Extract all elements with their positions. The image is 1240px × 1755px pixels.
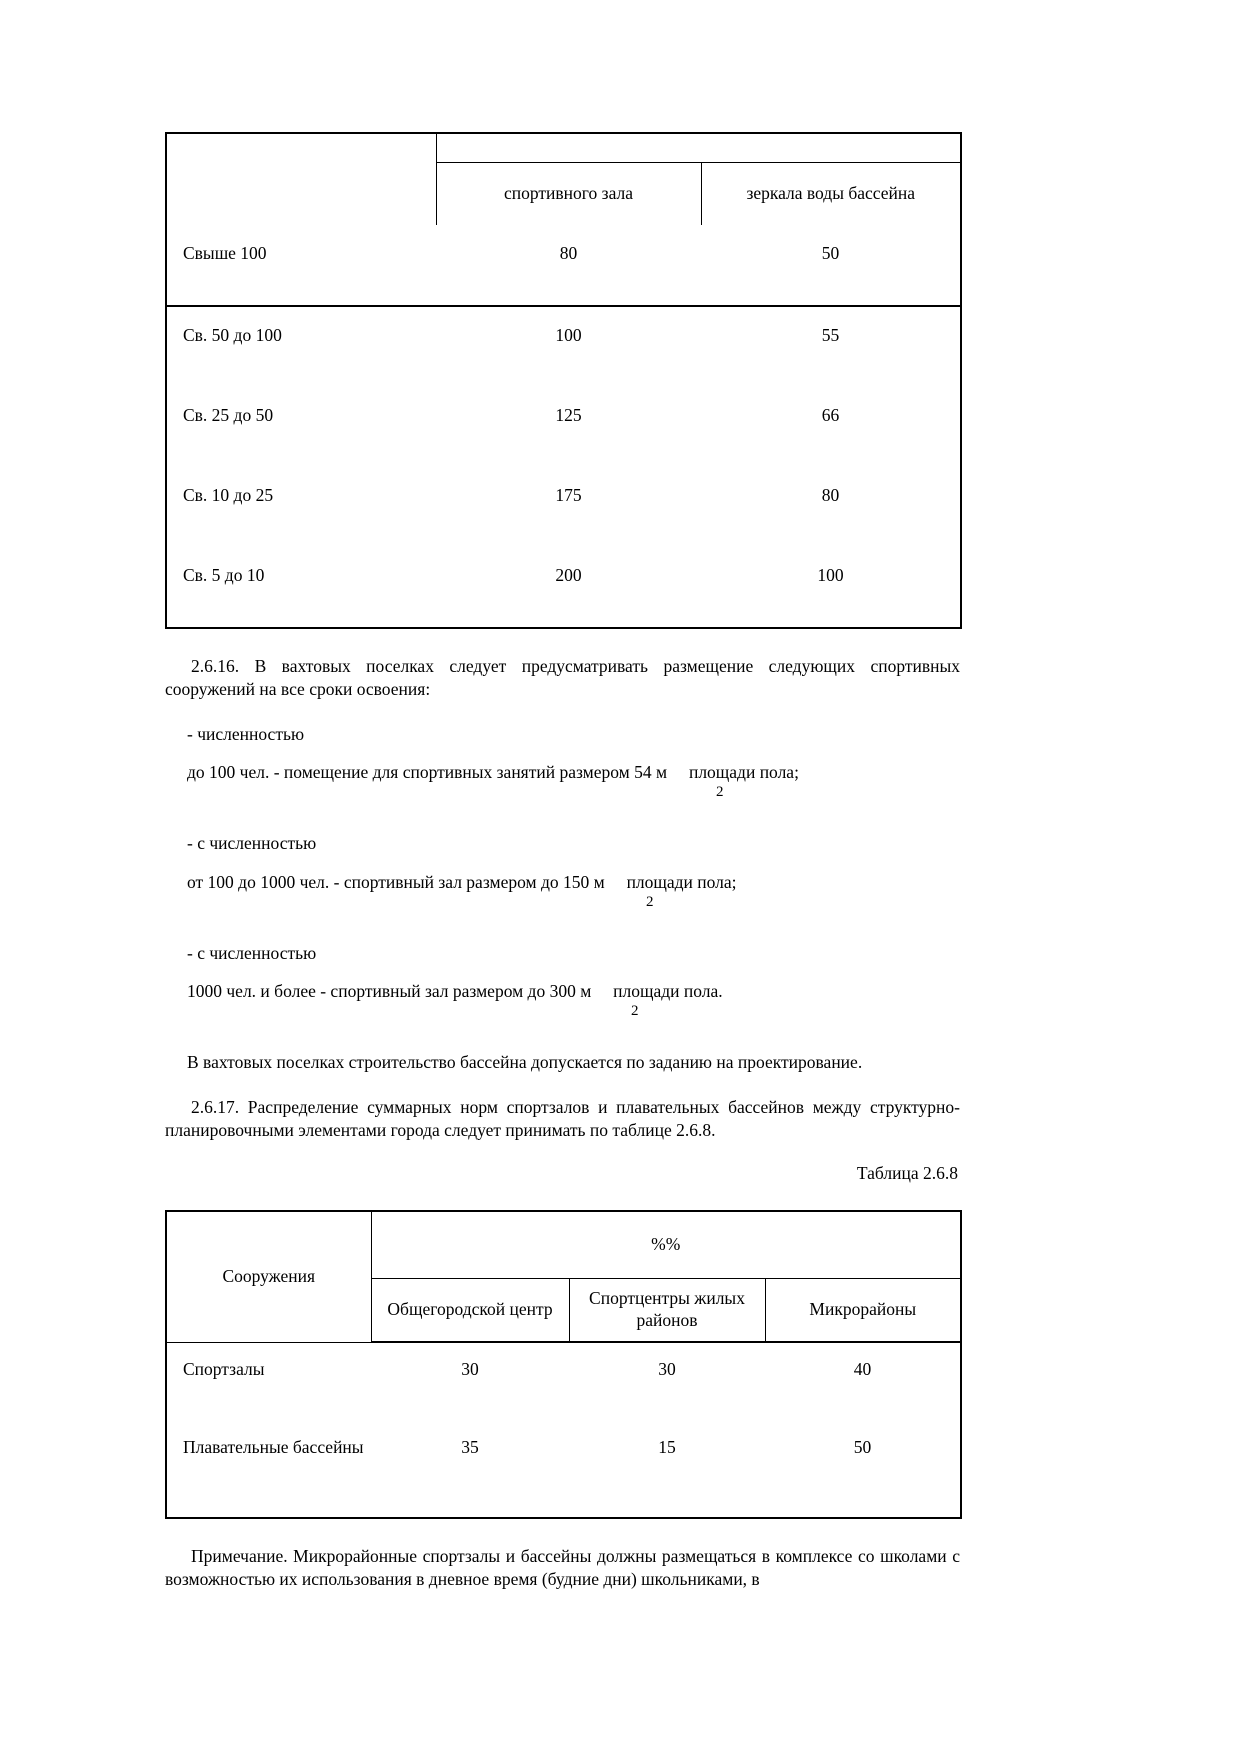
header-cell-city-center: Общегородской центр	[371, 1279, 569, 1343]
row-value-pool: 100	[701, 547, 961, 628]
table-row	[166, 467, 961, 547]
header-cell-empty	[166, 133, 436, 225]
row-label: Свыше 100	[166, 225, 436, 306]
header-cell-sports-hall: спортивного зала	[436, 163, 701, 226]
spec-item-3-text: 1000 чел. и более - спортивный зал размером до 300 м	[187, 981, 592, 1002]
superscript-square-2: 2	[646, 893, 654, 910]
table-268	[165, 1210, 962, 1519]
bullet-numerosity-3: - с численностью	[187, 942, 317, 963]
row-value-hall: 175	[555, 485, 582, 505]
header-spacer-cell	[436, 133, 961, 163]
clause-2-6-17: 2.6.17. Распределение суммарных норм спортзалов и плавательных бассейнов между структурно-планировочными элементами города следует принимать по таблице 2.6.8.	[165, 1096, 960, 1140]
table-268-caption: Таблица 2.6.8	[856, 1163, 958, 1184]
row-value-microdistrict: 40	[765, 1342, 961, 1421]
spec-item-3-tail: площади пола.	[613, 981, 723, 1002]
table-row	[166, 547, 961, 628]
pool-construction-note: В вахтовых поселках строительство бассейна допускается по заданию на проектирование.	[187, 1052, 863, 1072]
spec-item-2-tail: площади пола;	[626, 871, 737, 892]
table-row	[166, 387, 961, 467]
table-row	[166, 1342, 961, 1421]
row-value-hall: 80	[436, 225, 701, 306]
row-value-hall: 100	[555, 325, 582, 345]
row-label: Св. 25 до 50	[166, 387, 436, 467]
header-cell-microdistricts: Микрорайоны	[765, 1279, 961, 1343]
row-value-hall: 125	[555, 405, 582, 425]
row-value-hall: 200	[436, 547, 701, 628]
footnote-note: Примечание. Микрорайонные спортзалы и бассейны должны размещаться в комплексе со школами с возможностью их использования в дневное время (будние дни) школьниками, в	[165, 1546, 960, 1589]
table-row	[166, 306, 961, 387]
row-value-district: 15	[569, 1421, 765, 1518]
header-cell-district-sportcenters: Спортцентры жилых районов	[569, 1279, 765, 1343]
header-cell-pool-surface: зеркала воды бассейна	[701, 163, 961, 226]
bullet-numerosity-1: - численностью	[187, 723, 305, 744]
row-label: Св. 50 до 100	[166, 306, 436, 387]
row-value-pool: 80	[701, 467, 961, 547]
sports-norms-table	[165, 132, 962, 629]
header-cell-facilities: Сооружения	[166, 1211, 371, 1342]
spec-item-1-text: до 100 чел. - помещение для спортивных занятий размером 54 м	[187, 762, 668, 783]
row-value-city-center: 30	[461, 1359, 479, 1380]
header-cell-percent: %%	[371, 1211, 961, 1279]
page-content	[165, 0, 960, 1591]
row-label: Спортзалы	[166, 1342, 371, 1421]
spec-item-2	[165, 871, 960, 916]
table-268-header-row-main	[166, 1211, 961, 1279]
table-row	[166, 225, 961, 306]
spec-item-1	[165, 761, 960, 806]
clause-2-6-16: 2.6.16. В вахтовых поселках следует предусматривать размещение следующих спортивных сооружений на все сроки освоения:	[165, 656, 960, 699]
table-row	[166, 1421, 961, 1518]
row-value-microdistrict: 50	[765, 1421, 961, 1518]
superscript-square-1: 2	[716, 784, 724, 801]
spec-item-3	[165, 980, 960, 1025]
row-label: Св. 5 до 10	[166, 547, 436, 628]
superscript-square-3: 2	[631, 1003, 639, 1020]
row-value-pool: 55	[701, 306, 961, 387]
spec-item-1-tail: площади пола;	[688, 762, 799, 783]
spec-item-2-text: от 100 до 1000 чел. - спортивный зал размером до 150 м	[187, 871, 605, 892]
row-value-district: 30	[658, 1359, 676, 1380]
row-value-pool: 50	[701, 225, 961, 306]
row-label: Плавательные бассейны	[166, 1421, 371, 1518]
row-value-city-center: 35	[371, 1421, 569, 1518]
bullet-numerosity-2: - с численностью	[187, 833, 317, 853]
row-value-pool: 66	[701, 387, 961, 467]
row-label: Св. 10 до 25	[166, 467, 436, 547]
table-header-row-top	[166, 133, 961, 163]
